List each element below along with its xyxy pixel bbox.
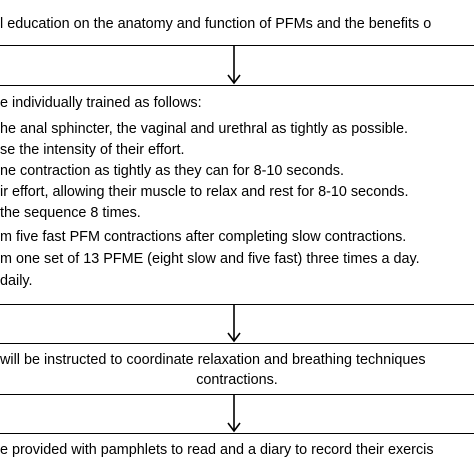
arrow-down-icon: [226, 305, 242, 345]
step-2-item: m five fast PFM contractions after completing slow contractions.: [0, 229, 407, 245]
step-2-heading: e individually trained as follows:: [0, 95, 202, 111]
step-2-item: daily.: [0, 273, 33, 289]
step-3-line-2: contractions.: [196, 372, 278, 388]
step-1-text: l education on the anatomy and function of PFMs and the benefits o: [0, 16, 432, 32]
step-3-line-1: will be instructed to coordinate relaxation and breathing techniques: [0, 352, 426, 368]
step-4-text: e provided with pamphlets to read and a diary to record their exercis: [0, 442, 434, 458]
step-2-item: se the intensity of their effort.: [0, 142, 185, 158]
step-2-item: ne contraction as tightly as they can for 8-10 seconds.: [0, 163, 344, 179]
arrow-down-icon: [226, 46, 242, 86]
arrow-down-icon: [226, 395, 242, 435]
step-2-item: he anal sphincter, the vaginal and urethral as tightly as possible.: [0, 121, 408, 137]
step-2-item: m one set of 13 PFME (eight slow and five fast) three times a day.: [0, 251, 420, 267]
step-2-item: ir effort, allowing their muscle to relax and rest for 8-10 seconds.: [0, 184, 409, 200]
step-2-item: the sequence 8 times.: [0, 205, 141, 221]
